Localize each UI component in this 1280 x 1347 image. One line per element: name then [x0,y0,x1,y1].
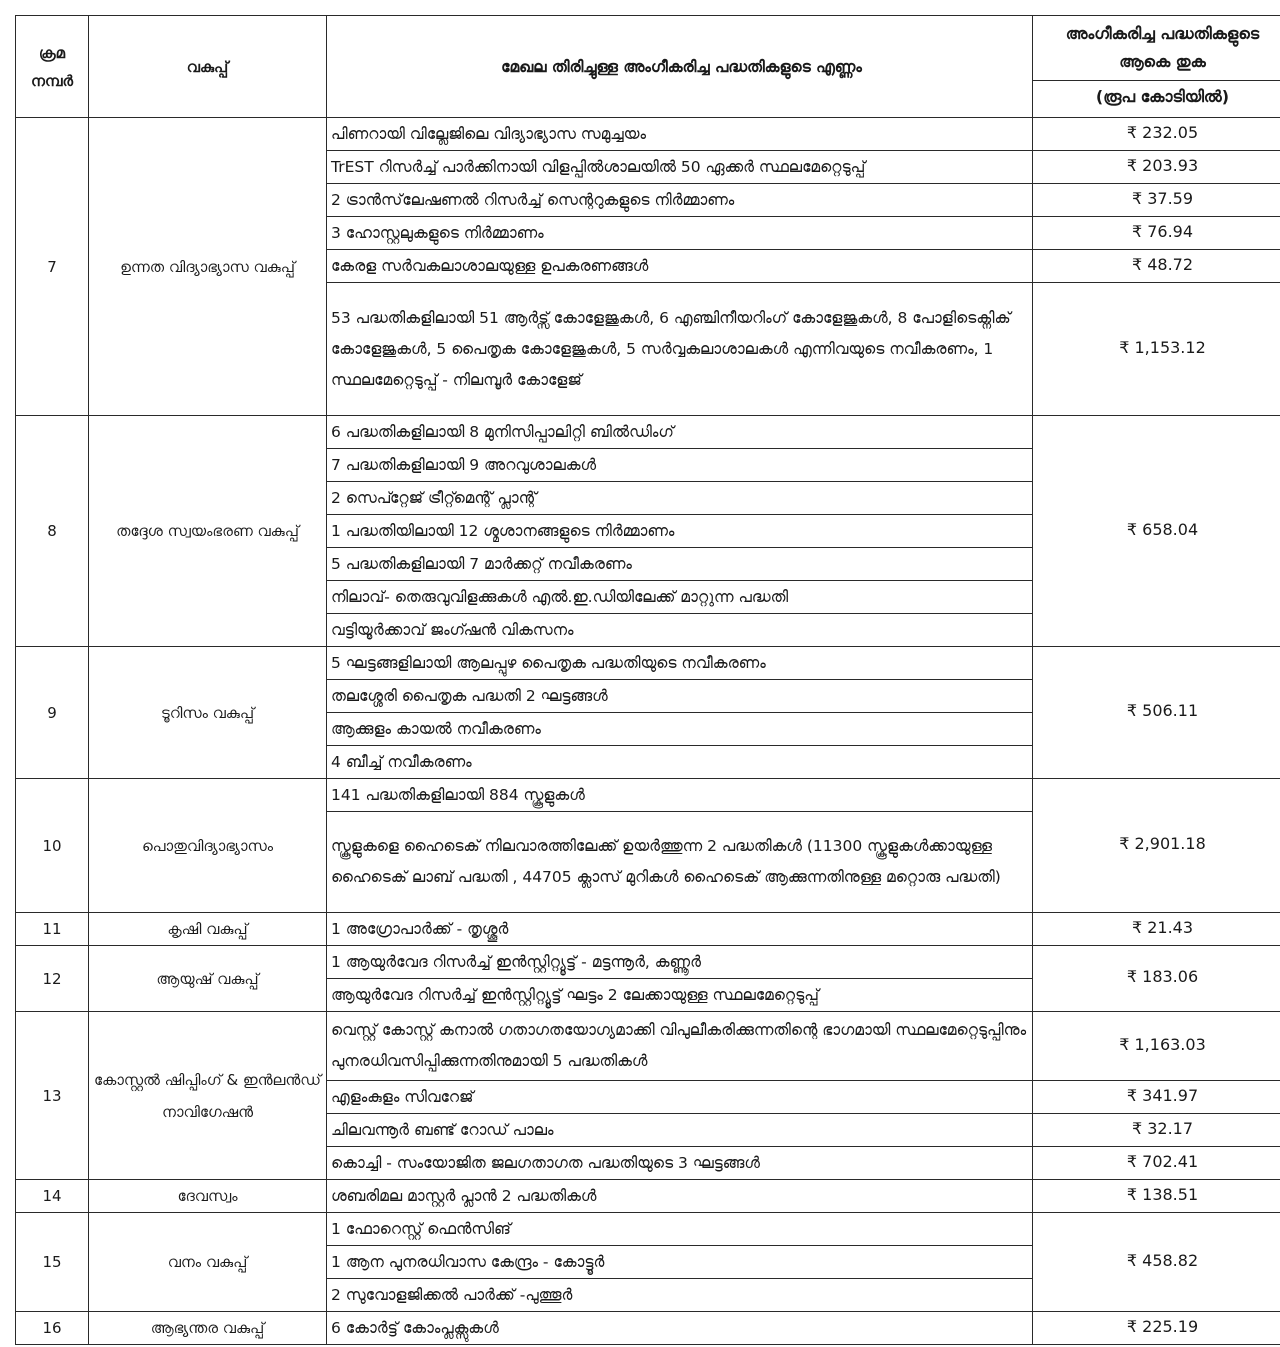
serial-no-cell: 13 [16,1012,89,1180]
amount-cell: ₹ 1,153.12 [1033,283,1280,416]
project-cell: കേരള സർവകലാശാലയുള്ള ഉപകരണങ്ങൾ [327,250,1033,283]
project-cell: 2 സുവോളജിക്കൽ പാർക്ക് -പുത്തൂർ [327,1279,1033,1312]
amount-cell: ₹ 138.51 [1033,1180,1280,1213]
project-cell: 4 ബീച്ച് നവീകരണം [327,746,1033,779]
project-cell: 6 കോർട്ട് കോംപ്ലക്സുകൾ [327,1312,1033,1345]
project-cell: വട്ടിയൂർക്കാവ് ജംഗ്ഷൻ വികസനം [327,614,1033,647]
serial-no-cell: 11 [16,913,89,946]
project-cell: നിലാവ്- തെരുവുവിളക്കുകൾ എൽ.ഇ.ഡിയിലേക്ക് മാറ്റുന്ന പദ്ധതി [327,581,1033,614]
project-cell: 5 പദ്ധതികളിലായി 7 മാർക്കറ്റ് നവീകരണം [327,548,1033,581]
project-cell: ശബരിമല മാസ്റ്റർ പ്ലാൻ 2 പദ്ധതികൾ [327,1180,1033,1213]
project-cell: ആയുർവേദ റിസർച്ച് ഇൻസ്റ്റിറ്റ്യൂട്ട് ഘട്ടം 2 ലേക്കായുള്ള സ്ഥലമേറ്റെടുപ്പ് [327,979,1033,1012]
table-row [16,1012,1280,1081]
amount-cell: ₹ 76.94 [1033,217,1280,250]
amount-cell: ₹ 702.41 [1033,1147,1280,1180]
table-row [16,1213,1280,1246]
department-cell: ആയുഷ് വകുപ്പ് [89,946,327,1012]
table-row [16,1312,1280,1345]
project-cell: 1 പദ്ധതിയിലായി 12 ശ്മശാനങ്ങളുടെ നിർമ്മാണം [327,515,1033,548]
amount-cell: ₹ 458.82 [1033,1213,1280,1312]
serial-no-cell: 8 [16,416,89,647]
serial-no-cell: 9 [16,647,89,779]
projects-table [15,15,1280,1345]
department-cell: വനം വകുപ്പ് [89,1213,327,1312]
project-cell: പിണറായി വില്ലേജിലെ വിദ്യാഭ്യാസ സമുച്ചയം [327,118,1033,151]
amount-cell: ₹ 21.43 [1033,913,1280,946]
table-row [16,647,1280,680]
department-cell: കൃഷി വകുപ്പ് [89,913,327,946]
department-cell: ഉന്നത വിദ്യാഭ്യാസ വകുപ്പ് [89,118,327,416]
project-cell: 5 ഘട്ടങ്ങളിലായി ആലപ്പുഴ പൈതൃക പദ്ധതിയുടെ നവീകരണം [327,647,1033,680]
serial-no-cell: 12 [16,946,89,1012]
serial-no-cell: 14 [16,1180,89,1213]
serial-no-cell: 16 [16,1312,89,1345]
serial-no-cell: 15 [16,1213,89,1312]
table-row [16,779,1280,812]
department-cell: കോസ്റ്റൽ ഷിപ്പിംഗ് & ഇൻലൻഡ് നാവിഗേഷൻ [89,1012,327,1180]
amount-cell: ₹ 183.06 [1033,946,1280,1012]
serial-no-cell: 7 [16,118,89,416]
amount-cell: ₹ 32.17 [1033,1114,1280,1147]
table-row [16,416,1280,449]
project-cell: 53 പദ്ധതികളിലായി 51 ആർട്സ് കോളേജുകൾ, 6 എഞ്ചിനീയറിംഗ് കോളേജുകൾ, 8 പോളിടെക്നിക് കോളേജുകൾ, 5 പൈതൃക കോളേജുകൾ, 5 സർവ്വകലാശാലകൾ എന്നിവയുടെ നവീകരണം, 1 സ്ഥലമേറ്റെടുപ്പ് - നിലമ്പൂർ കോളേജ് [327,283,1033,416]
project-cell: ചിലവന്നൂർ ബണ്ട് റോഡ് പാലം [327,1114,1033,1147]
department-cell: ടൂറിസം വകുപ്പ് [89,647,327,779]
project-cell: 2 ട്രാൻസ്‌ലേഷണൽ റിസർച്ച് സെന്ററുകളുടെ നിർമ്മാണം [327,184,1033,217]
amount-cell: ₹ 506.11 [1033,647,1280,779]
table-row [16,913,1280,946]
amount-cell: ₹ 48.72 [1033,250,1280,283]
department-cell: ദേവസ്വം [89,1180,327,1213]
header-amount: അംഗീകരിച്ച പദ്ധതികളുടെ ആകെ തുക [1033,16,1280,81]
department-cell: പൊതുവിദ്യാഭ്യാസം [89,779,327,913]
project-cell: തലശ്ശേരി പൈതൃക പദ്ധതി 2 ഘട്ടങ്ങൾ [327,680,1033,713]
project-cell: 1 ഫോറെസ്റ്റ് ഫെൻസിങ് [327,1213,1033,1246]
serial-no-cell: 10 [16,779,89,913]
project-cell: 1 ആയുർവേദ റിസർച്ച് ഇൻസ്റ്റിറ്റ്യൂട്ട് - മട്ടന്നൂർ, കണ്ണൂർ [327,946,1033,979]
amount-cell: ₹ 2,901.18 [1033,779,1280,913]
project-cell: TrEST റിസർച്ച് പാർക്കിനായി വിളപ്പിൽശാലയിൽ 50 ഏക്കർ സ്ഥലമേറ്റെടുപ്പ് [327,151,1033,184]
project-cell: 1 അഗ്രോപാർക്ക് - തൃശ്ശൂർ [327,913,1033,946]
table-row [16,118,1280,151]
project-cell: 1 ആന പുനരധിവാസ കേന്ദ്രം - കോട്ടൂർ [327,1246,1033,1279]
project-cell: 141 പദ്ധതികളിലായി 884 സ്കൂളുകൾ [327,779,1033,812]
header-projects: മേഖല തിരിച്ചുള്ള അംഗീകരിച്ച പദ്ധതികളുടെ എണ്ണം [327,16,1033,118]
department-cell: ആഭ്യന്തര വകുപ്പ് [89,1312,327,1345]
project-cell: വെസ്റ്റ് കോസ്റ്റ് കനാൽ ഗതാഗതയോഗ്യമാക്കി വിപുലീകരിക്കുന്നതിന്റെ ഭാഗമായി സ്ഥലമേറ്റെടുപ്പിനും പുനരധിവസിപ്പിക്കുന്നതിനുമായി 5 പദ്ധതികൾ [327,1012,1033,1081]
amount-cell: ₹ 225.19 [1033,1312,1280,1345]
table-header-row [16,16,1280,81]
header-amount-unit: (രൂപ കോടിയിൽ) [1033,81,1280,118]
header-serial-no: ക്രമ നമ്പർ [16,16,89,118]
amount-cell: ₹ 37.59 [1033,184,1280,217]
department-cell: തദ്ദേശ സ്വയംഭരണ വകുപ്പ് [89,416,327,647]
project-cell: 6 പദ്ധതികളിലായി 8 മുനിസിപ്പാലിറ്റി ബിൽഡിംഗ് [327,416,1033,449]
project-cell: 3 ഹോസ്റ്റലുകളുടെ നിർമ്മാണം [327,217,1033,250]
amount-cell: ₹ 203.93 [1033,151,1280,184]
table-row [16,1180,1280,1213]
header-department: വകുപ്പ് [89,16,327,118]
amount-cell: ₹ 1,163.03 [1033,1012,1280,1081]
amount-cell: ₹ 658.04 [1033,416,1280,647]
table-row [16,946,1280,979]
project-cell: സ്കൂളുകളെ ഹൈടെക് നിലവാരത്തിലേക്ക് ഉയർത്തുന്ന 2 പദ്ധതികൾ (11300 സ്കൂളുകൾക്കായുള്ള ഹൈടെക് ലാബ് പദ്ധതി , 44705 ക്ലാസ് മുറികൾ ഹൈടെക് ആക്കുന്നതിനുള്ള മറ്റൊരു പദ്ധതി) [327,812,1033,913]
amount-cell: ₹ 341.97 [1033,1081,1280,1114]
project-cell: എളംകുളം സിവറേജ് [327,1081,1033,1114]
approved-projects-document [15,15,1268,1345]
project-cell: 2 സെപ്റ്റേജ് ട്രീറ്റ്മെന്റ് പ്ലാന്റ് [327,482,1033,515]
project-cell: ആക്കുളം കായൽ നവീകരണം [327,713,1033,746]
project-cell: 7 പദ്ധതികളിലായി 9 അറവുശാലകൾ [327,449,1033,482]
project-cell: കൊച്ചി - സംയോജിത ജലഗതാഗത പദ്ധതിയുടെ 3 ഘട്ടങ്ങൾ [327,1147,1033,1180]
amount-cell: ₹ 232.05 [1033,118,1280,151]
